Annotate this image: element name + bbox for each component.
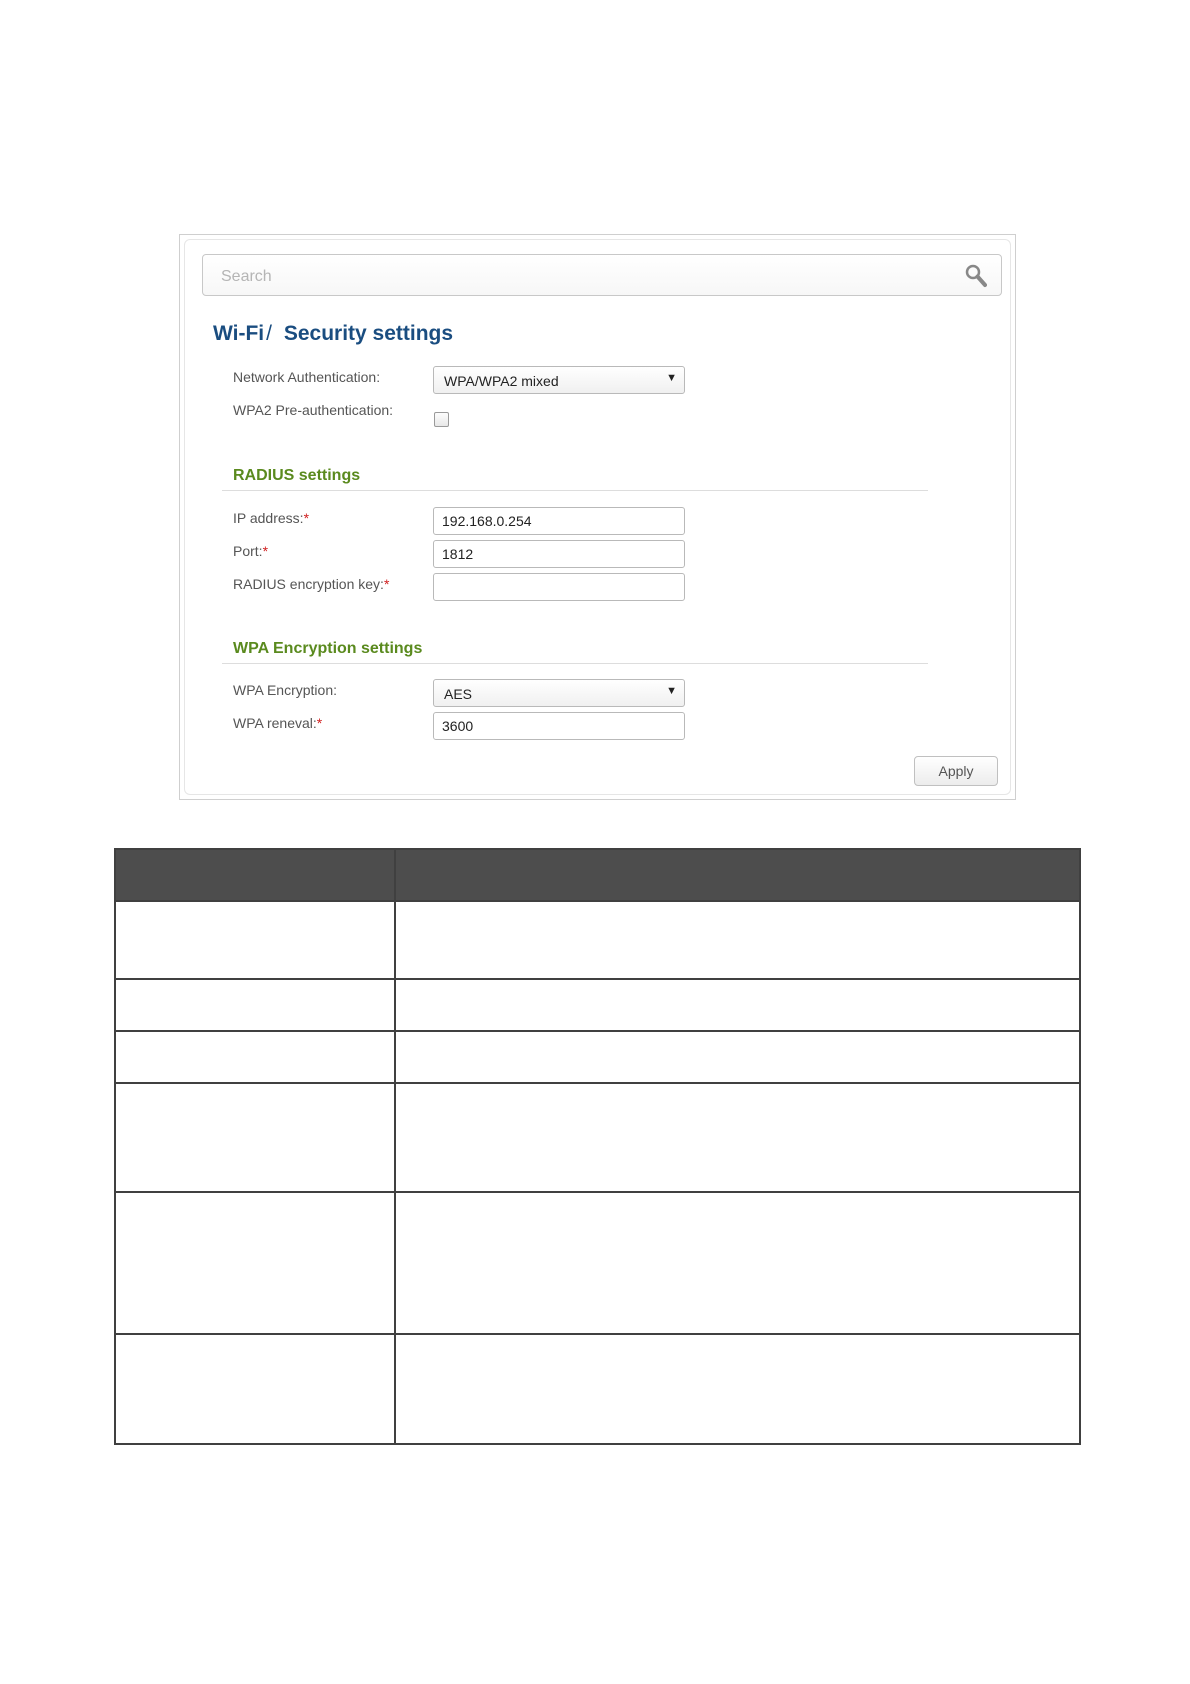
table-row — [115, 1031, 1080, 1083]
ip-address-label-text: IP address: — [233, 510, 304, 526]
page-title: Security settings — [283, 322, 454, 345]
table-cell — [395, 1192, 1080, 1334]
section-divider — [222, 490, 928, 491]
table-row — [115, 901, 1080, 979]
table-cell — [395, 1031, 1080, 1083]
ip-address-label — [233, 510, 309, 526]
search-box[interactable] — [202, 254, 1002, 296]
wpa-encryption-select[interactable] — [433, 679, 685, 707]
table-row — [115, 979, 1080, 1031]
breadcrumb — [213, 322, 453, 346]
settings-panel — [184, 239, 1011, 795]
wpa2-preauth-checkbox[interactable] — [434, 412, 449, 427]
search-icon[interactable] — [965, 264, 987, 288]
apply-button[interactable]: Apply — [914, 756, 998, 786]
table-row — [115, 1192, 1080, 1334]
network-auth-value: WPA/WPA2 mixed — [444, 373, 559, 389]
breadcrumb-separator: / — [266, 322, 272, 345]
dropdown-arrow-icon: ▼ — [666, 685, 677, 697]
radius-key-field[interactable] — [433, 573, 685, 601]
port-label — [233, 543, 268, 559]
radius-key-label — [233, 576, 389, 592]
required-marker: * — [262, 543, 269, 559]
table-cell — [115, 901, 395, 979]
table-header-row — [115, 849, 1080, 901]
wpa2-preauth-label: WPA2 Pre-authentication: — [233, 402, 394, 418]
table-cell — [115, 1334, 395, 1444]
wpa-renewal-field[interactable] — [433, 712, 685, 740]
description-table — [114, 848, 1081, 1445]
table-cell — [395, 979, 1080, 1031]
required-marker: * — [383, 576, 390, 592]
table-cell — [115, 1192, 395, 1334]
required-marker: * — [303, 510, 310, 526]
radius-section-title: RADIUS settings — [233, 467, 361, 484]
table-header-cell — [395, 849, 1080, 901]
table-cell — [395, 901, 1080, 979]
wpa-section-title: WPA Encryption settings — [233, 640, 423, 657]
wpa-encryption-value: AES — [444, 686, 473, 702]
table-cell — [115, 1083, 395, 1192]
breadcrumb-section[interactable]: Wi-Fi — [213, 322, 265, 345]
dropdown-arrow-icon: ▼ — [666, 372, 677, 384]
section-divider — [222, 663, 928, 664]
table-row — [115, 1083, 1080, 1192]
network-auth-label: Network Authentication: — [233, 369, 381, 385]
router-screenshot — [179, 234, 1016, 800]
wpa-renewal-label — [233, 715, 322, 731]
table-header-cell — [115, 849, 395, 901]
wpa-renewal-label-text: WPA reneval: — [233, 715, 317, 731]
wpa-encryption-label: WPA Encryption: — [233, 682, 338, 698]
ip-address-field[interactable] — [433, 507, 685, 535]
table-cell — [395, 1334, 1080, 1444]
port-label-text: Port: — [233, 543, 263, 559]
table-cell — [395, 1083, 1080, 1192]
radius-key-label-text: RADIUS encryption key: — [233, 576, 384, 592]
port-field[interactable] — [433, 540, 685, 568]
table-row — [115, 1334, 1080, 1444]
network-auth-select[interactable] — [433, 366, 685, 394]
table-cell — [115, 979, 395, 1031]
table-cell — [115, 1031, 395, 1083]
required-marker: * — [316, 715, 323, 731]
search-input[interactable] — [219, 265, 923, 289]
